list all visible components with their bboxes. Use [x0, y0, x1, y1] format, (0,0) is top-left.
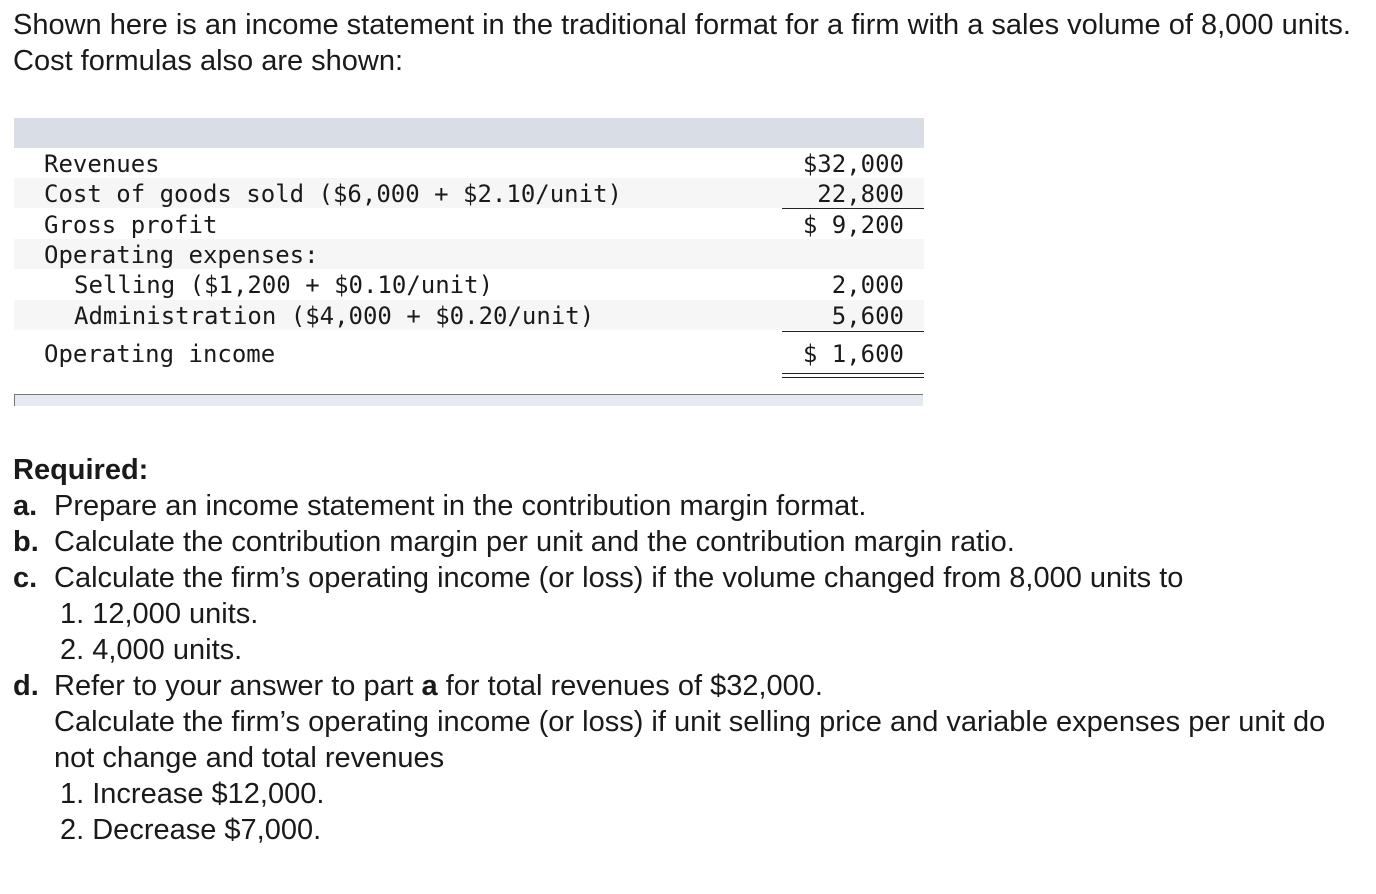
question-text: Prepare an income statement in the contribution margin format. [54, 490, 867, 522]
question-letter: b. [13, 526, 39, 558]
required-title: Required: [13, 454, 149, 486]
row-label: Operating income [44, 340, 276, 368]
subtotal-underline [782, 331, 924, 332]
question-b [13, 524, 1363, 560]
question-text: Calculate the contribution margin per unit and the contribution margin ratio. [54, 526, 1015, 558]
income-statement-table [14, 118, 924, 408]
table-header-bar [14, 118, 924, 148]
question-d-detail [13, 704, 1363, 776]
problem-intro: Shown here is an income statement in the traditional format for a firm with a sales volume of 8,000 units. Cost formulas also are shown: [13, 9, 1351, 77]
required-section [13, 452, 1363, 848]
row-label: Operating expenses: [44, 241, 319, 269]
row-label: Administration ($4,000 + $0.20/unit) [74, 302, 595, 330]
question-text-start: Refer to your answer to part [54, 670, 422, 702]
row-amount: 2,000 [831, 271, 904, 299]
row-amount: 5,600 [831, 302, 904, 330]
double-underline-bottom [782, 377, 924, 378]
table-row [14, 338, 924, 368]
table-footer-bar [14, 394, 923, 406]
sub-item: 2. 4,000 units. [60, 634, 243, 666]
table-row [14, 148, 924, 178]
table-row [14, 269, 924, 299]
row-label: Revenues [44, 150, 160, 178]
question-c [13, 560, 1363, 596]
question-text: Calculate the firm’s operating income (or loss) if the volume changed from 8,000 units to [54, 562, 1184, 594]
row-amount: $ 1,600 [802, 340, 904, 368]
row-amount: $ 9,200 [802, 211, 904, 239]
sub-item: 1. 12,000 units. [60, 598, 259, 630]
part-reference: a [421, 670, 438, 702]
row-label: Gross profit [44, 211, 218, 239]
table-row [14, 239, 924, 269]
sub-item: 1. Increase $12,000. [60, 778, 325, 810]
table-row [14, 178, 924, 208]
row-label: Selling ($1,200 + $0.10/unit) [74, 271, 494, 299]
double-underline-top [782, 373, 924, 374]
question-text-end: for total revenues of $32,000. [437, 670, 823, 702]
question-letter: d. [13, 670, 39, 702]
question-text: Calculate the firm’s operating income (or loss) if unit selling price and variable expenses per unit do not change and total revenues [54, 706, 1326, 774]
question-a [13, 488, 1363, 524]
question-letter: a. [13, 490, 38, 522]
table-row [14, 300, 924, 330]
row-amount: 22,800 [817, 180, 904, 208]
row-label: Cost of goods sold ($6,000 + $2.10/unit) [44, 180, 622, 208]
row-amount: $32,000 [802, 150, 904, 178]
sub-item: 2. Decrease $7,000. [60, 814, 322, 846]
table-row [14, 209, 924, 239]
question-letter: c. [13, 562, 38, 594]
question-d [13, 668, 1363, 704]
